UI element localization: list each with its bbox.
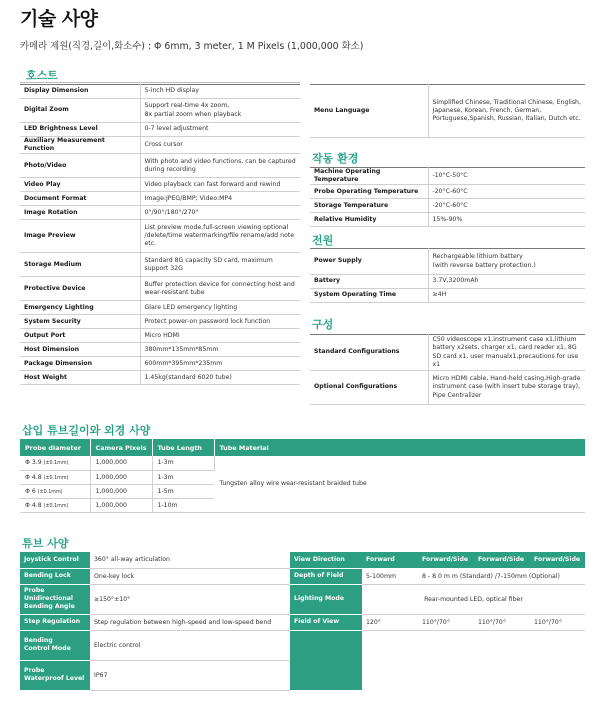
spec-value: Cross cursor bbox=[140, 137, 300, 154]
spec-key: Host Dimension bbox=[20, 343, 140, 357]
page-title: 기술 사양 bbox=[20, 8, 98, 30]
spec-key: LED Brightness Level bbox=[20, 123, 140, 137]
spec-row bbox=[310, 168, 585, 185]
spec-row bbox=[20, 99, 300, 123]
spec-value: -20°C-60°C bbox=[428, 185, 585, 199]
diameter-value: Φ 4.8 bbox=[25, 473, 42, 481]
spec-row bbox=[20, 154, 300, 178]
spec-row bbox=[310, 289, 585, 303]
view-direction-key: View Direction bbox=[290, 552, 362, 568]
environment-spec-table bbox=[310, 167, 585, 227]
probe-diameter-cell bbox=[20, 456, 90, 470]
probe-key: Bending Control Mode bbox=[20, 630, 90, 660]
spec-row bbox=[20, 357, 300, 371]
spec-key: Emergency Lighting bbox=[20, 301, 140, 315]
diameter-value: Φ 3.9 bbox=[25, 459, 42, 467]
camera-pixels-cell: 1,000,000 bbox=[90, 498, 152, 512]
spec-key: Auxiliary Measurement Function bbox=[20, 137, 140, 154]
spec-value: 5-inch HD display bbox=[140, 85, 300, 99]
spec-row bbox=[310, 213, 585, 227]
probe-key: Step Regulation bbox=[20, 614, 90, 630]
spec-row bbox=[20, 329, 300, 343]
camera-pixels-cell: 1,000,000 bbox=[90, 470, 152, 484]
diameter-value: Φ 4.8 bbox=[25, 501, 42, 509]
probe-key: Probe Unidirectional Bending Angle bbox=[20, 584, 90, 614]
insertion-tube-table bbox=[20, 439, 585, 513]
view-direction-value: Forward/Side bbox=[474, 552, 530, 568]
spec-row bbox=[310, 371, 585, 405]
spec-value: Buffer protection device for connecting host and wear-resistant tube bbox=[140, 277, 300, 301]
spec-key: Document Format bbox=[20, 192, 140, 206]
tube-material-cell: Tungsten alloy wire wear-resistant braided tube bbox=[214, 456, 585, 512]
spec-value: Micro HDMI cable, Hand-held casing,High-grade instrument case (with insert tube storage tray), Pipe Centralizer bbox=[428, 371, 585, 405]
tube-length-cell: 1-5m bbox=[152, 484, 214, 498]
spec-row bbox=[20, 277, 300, 301]
configuration-spec-table bbox=[310, 334, 585, 405]
header-tube-material: Tube Material bbox=[214, 439, 585, 456]
spec-key: Standard Configurations bbox=[310, 335, 428, 371]
probe-spec-table bbox=[20, 552, 585, 691]
section-power: 전원 bbox=[312, 234, 334, 247]
spec-key: Display Dimension bbox=[20, 85, 140, 99]
section-environment: 작동 환경 bbox=[312, 152, 359, 165]
field-of-view-value: 110°/70° bbox=[418, 614, 474, 630]
spec-row bbox=[20, 137, 300, 154]
spec-row bbox=[310, 249, 585, 275]
spec-row bbox=[20, 206, 300, 220]
spec-key: Relative Humidity bbox=[310, 213, 428, 227]
probe-value: IP67 bbox=[90, 660, 290, 690]
probe-value: One-key lock bbox=[90, 568, 290, 584]
spec-key: System Security bbox=[20, 315, 140, 329]
spec-value: Glare LED emergency lighting bbox=[140, 301, 300, 315]
spec-row bbox=[20, 301, 300, 315]
spec-key: Machine Operating Temperature bbox=[310, 168, 428, 185]
host-spec-table bbox=[20, 84, 300, 385]
diameter-tolerance: (±0.1mm) bbox=[43, 461, 69, 467]
camera-spec-summary: 카메라 제원(직경,길이,화소수) : Φ 6mm, 3 meter, 1 M Pixels (1,000,000 화소) bbox=[20, 41, 364, 52]
spec-key: Digital Zoom bbox=[20, 99, 140, 123]
spec-value: Video playback can fast forward and rewind bbox=[140, 178, 300, 192]
spec-key: Power Supply bbox=[310, 249, 428, 275]
probe-key: Probe Waterproof Level bbox=[20, 660, 90, 690]
spec-key: Storage Medium bbox=[20, 253, 140, 277]
spec-key: Photo/Video bbox=[20, 154, 140, 178]
view-direction-value: Forward/Side bbox=[418, 552, 474, 568]
spec-row bbox=[310, 275, 585, 289]
spec-row bbox=[310, 185, 585, 199]
section-insertion-tube: 삽입 튜브길이와 외경 사양 bbox=[22, 424, 151, 437]
menu-language-value: Simplified Chinese, Traditional Chinese, English, Japanese, Korean, French, German, Portuguese,Spanish, Russian, Italian, Dutch etc. bbox=[428, 85, 585, 138]
spec-row bbox=[20, 343, 300, 357]
diameter-tolerance: (±0.1mm) bbox=[43, 503, 69, 509]
header-probe-diameter: Probe diameter bbox=[20, 439, 90, 456]
spec-value: 1.45kg(standard 6020 tube) bbox=[140, 371, 300, 385]
spec-value: 0°/90°/180°/270° bbox=[140, 206, 300, 220]
menu-language-table bbox=[310, 84, 585, 138]
spec-value: 600mm*395mm*235mm bbox=[140, 357, 300, 371]
view-direction-value: Forward/Side bbox=[530, 552, 585, 568]
tube-length-cell: 1-3m bbox=[152, 456, 214, 470]
spec-key: Image Preview bbox=[20, 220, 140, 253]
tube-length-cell: 1-3m bbox=[152, 470, 214, 484]
spec-row bbox=[20, 192, 300, 206]
spec-value: Standard 8G capacity SD card, maximum support 32G bbox=[140, 253, 300, 277]
spec-value: Micro HDMI bbox=[140, 329, 300, 343]
spec-row bbox=[20, 220, 300, 253]
probe-key: Joystick Control bbox=[20, 552, 90, 568]
spec-value: ≥4H bbox=[428, 289, 585, 303]
spec-key: Host Weight bbox=[20, 371, 140, 385]
depth-of-field-value: 5-100mm bbox=[362, 568, 418, 584]
section-probe: 튜브 사양 bbox=[22, 537, 69, 550]
lighting-mode-value: Rear-mounted LED, optical fiber bbox=[362, 584, 585, 614]
depth-of-field-key: Depth of Field bbox=[290, 568, 362, 584]
spec-value: With photo and video functions, can be captured during recording bbox=[140, 154, 300, 178]
probe-value: 360° all-way articulation bbox=[90, 552, 290, 568]
spec-key: Probe Operating Temperature bbox=[310, 185, 428, 199]
header-tube-length: Tube Length bbox=[152, 439, 214, 456]
field-of-view-key: Field of View bbox=[290, 614, 362, 630]
spec-key: Video Play bbox=[20, 178, 140, 192]
spec-key: Package Dimension bbox=[20, 357, 140, 371]
field-of-view-value: 110°/70° bbox=[474, 614, 530, 630]
spec-value: Support real-time 4x zoom, 8x partial zoom when playback bbox=[140, 99, 300, 123]
spec-key: Battery bbox=[310, 275, 428, 289]
spec-key: Output Port bbox=[20, 329, 140, 343]
depth-of-field-range: 8 - 8 0 m m (Standard) /7-150mm (Optional) bbox=[418, 568, 585, 584]
diameter-tolerance: (±0.1mm) bbox=[37, 489, 63, 495]
field-of-view-value: 120° bbox=[362, 614, 418, 630]
spec-key: Storage Temperature bbox=[310, 199, 428, 213]
camera-pixels-cell: 1,000,000 bbox=[90, 456, 152, 470]
spec-row bbox=[20, 315, 300, 329]
spec-row bbox=[310, 335, 585, 371]
spec-row bbox=[20, 253, 300, 277]
probe-filler bbox=[290, 630, 362, 690]
spec-value: C50 videoscope x1,instrument case x1,lithium battery x2sets, charger x1, card reader x1, 8G SD card x1, user manualx1,precautions for use x1 bbox=[428, 335, 585, 371]
spec-value: -20°C-60°C bbox=[428, 199, 585, 213]
spec-key: Optional Configurations bbox=[310, 371, 428, 405]
spec-value: 15%-90% bbox=[428, 213, 585, 227]
diameter-value: Φ 6 bbox=[25, 487, 36, 495]
spec-row bbox=[20, 371, 300, 385]
spec-value: List preview mode,full-screen viewing optional /delete/time watermarking/file rename/add note etc. bbox=[140, 220, 300, 253]
spec-row bbox=[20, 85, 300, 99]
spec-row bbox=[20, 123, 300, 137]
spec-value: Protect power-on password lock function bbox=[140, 315, 300, 329]
probe-diameter-cell bbox=[20, 498, 90, 512]
camera-pixels-cell: 1,000,000 bbox=[90, 484, 152, 498]
spec-value: 0-7 level adjustment bbox=[140, 123, 300, 137]
probe-key: Bending Lock bbox=[20, 568, 90, 584]
section-configuration: 구성 bbox=[312, 318, 334, 331]
spec-key: Protective Device bbox=[20, 277, 140, 301]
spec-key: Image Rotation bbox=[20, 206, 140, 220]
diameter-tolerance: (±0.1mm) bbox=[43, 475, 69, 481]
tube-length-cell: 1-10m bbox=[152, 498, 214, 512]
menu-language-key: Menu Language bbox=[310, 85, 428, 138]
spec-value: 380mm*135mm*85mm bbox=[140, 343, 300, 357]
power-spec-table bbox=[310, 248, 585, 303]
probe-value: ≥150°±10° bbox=[90, 584, 290, 614]
probe-value: Step regulation between high-speed and low-speed bend bbox=[90, 614, 290, 630]
probe-diameter-cell bbox=[20, 470, 90, 484]
spec-row bbox=[310, 199, 585, 213]
spec-value: 3.7V,3200mAh bbox=[428, 275, 585, 289]
spec-value: -10°C-50°C bbox=[428, 168, 585, 185]
view-direction-value: Forward bbox=[362, 552, 418, 568]
spec-value: Image:JPEG/BMP; Video:MP4 bbox=[140, 192, 300, 206]
header-camera-pixels: Camera Pixels bbox=[90, 439, 152, 456]
spec-value: Rechargeable lithium battery (with reverse battery protection.) bbox=[428, 249, 585, 275]
probe-empty bbox=[362, 630, 585, 690]
field-of-view-value: 110°/70° bbox=[530, 614, 585, 630]
divider bbox=[20, 82, 300, 83]
spec-row bbox=[20, 178, 300, 192]
probe-diameter-cell bbox=[20, 484, 90, 498]
probe-value: Electric control bbox=[90, 630, 290, 660]
spec-key: System Operating Time bbox=[310, 289, 428, 303]
lighting-mode-key: Lighting Mode bbox=[290, 584, 362, 614]
section-host: 호스트 bbox=[26, 69, 58, 82]
table-row bbox=[20, 456, 585, 470]
